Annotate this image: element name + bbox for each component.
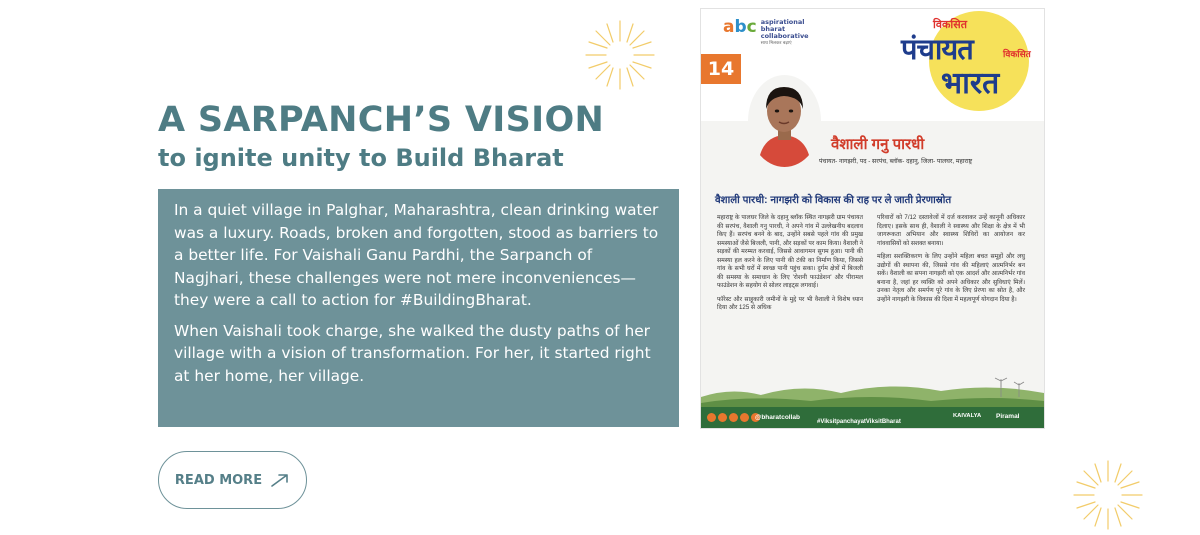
- poster-column-left: [717, 214, 863, 318]
- poster-left-paragraph-1: महाराष्ट्र के पालघर जिले के दहानु ब्लॉक स्थित नागझरी ग्राम पंचायत की सरपंच, वैशाली गनु पारधी, ने अपने गांव में उल्लेखनीय बदलाव किए हैं। सरपंच बनने के बाद, उन्होंने सबसे पहले गांव की प्रमुख समस्याओं जैसे बिजली, पानी, और सड़कों पर काम किया। वैशाली ने सड़कों की मरम्मत करवाई, जिससे आवागमन सुगम हुआ। पानी की समस्या हल करने के लिए पानी की टंकी का निर्माण किया, जिससे गांव के सभी घरों में स्वच्छ पानी पहुंच सका। दुर्गम क्षेत्रों में बिजली की समस्या के समाधान के लिए 'रोशनी फाउंडेशन' और पीरामल फाउंडेशन के सहयोग से सोलर लाइट्स लगवाई।: [717, 214, 863, 289]
- poster-right-paragraph-1: परिवारों को 7/12 दस्तावेजों में दर्ज करवाकर उन्हें कानूनी अधिकार दिलाए। इसके साथ ही, वैशाली ने स्वास्थ्य और शिक्षा के क्षेत्र में भी जागरूकता अभियान और स्वास्थ्य शिविरों का आयोजन कर गांववासियों को सशक्त बनाया।: [877, 214, 1025, 247]
- poster-left-paragraph-2: फॉरेस्ट और साहूकारी जमीनों के मुद्दे पर भी वैशाली ने विशेष ध्यान दिया और 125 से अधिक: [717, 295, 863, 311]
- sparkle-burst-bottom-icon: [1068, 455, 1148, 535]
- village-landscape-icon: [701, 377, 1044, 409]
- facebook-icon: [707, 413, 716, 422]
- campaign-viksit-top: विकसित: [933, 19, 967, 31]
- poster-headline: वैशाली पारधी: नागझरी को विकास की राह पर ले जाती प्रेरणास्रोत: [715, 195, 952, 206]
- campaign-viksit-side: विकसित: [1003, 49, 1031, 59]
- read-more-label: READ MORE: [174, 472, 263, 488]
- read-more-button[interactable]: [158, 451, 307, 509]
- section-title: A SARPANCH’S VISION: [158, 100, 605, 140]
- campaign-hashtag: #ViksitpanchayatViksitBharat: [817, 419, 901, 425]
- poster-column-right: [877, 214, 1025, 309]
- story-paragraph-1: In a quiet village in Palghar, Maharashtra, clean drinking water was a luxury. Roads, broken and forgotten, stood as barriers to a better life. For Vaishali Ganu Pardhi, the Sarpanch of Nagjhari, these challenges were not mere inconveniences—they were a call to action for #BuildingBharat.: [174, 201, 659, 309]
- poster-right-paragraph-2: महिला सशक्तिकरण के लिए उन्होंने महिला बचत समूहों और लघु उद्योगों की स्थापना की, जिससे गांव की महिलाएं आत्मनिर्भर बन सकें। वैशाली का सपना नागझरी को एक आदर्श और आत्मनिर्भर गांव बनाना है, जहां हर व्यक्ति को अपने अधिकार और सुविधाएं मिलें। उनका नेतृत्व और समर्पण पूरे गांव के लिए प्रेरणा का स्रोत है, और उन्होंने नागझरी के विकास की दिशा में महत्वपूर्ण योगदान दिया है।: [877, 253, 1025, 303]
- instagram-icon: [718, 413, 727, 422]
- campaign-bharat: भारत: [941, 67, 1000, 100]
- social-handle: @bharatcollab: [755, 414, 800, 421]
- campaign-panchayat: पंचायत: [901, 34, 973, 66]
- story-paragraph-2: When Vaishali took charge, she walked the dusty paths of her village with a vision of transformation. For her, it started right at her home, her village.: [174, 321, 651, 385]
- featured-poster-card: [701, 9, 1044, 428]
- abc-logo-text: aspirational bharat collaborative साथ मिलकर बढ़ाएं: [760, 18, 809, 46]
- sarpanch-name: वैशाली गनु पारधी: [831, 136, 925, 153]
- partner-logo-kaivalya: KAIVALYA: [953, 413, 982, 419]
- abc-logo: [723, 19, 809, 47]
- social-icons: [707, 413, 760, 422]
- partner-logo-piramal: Piramal: [996, 413, 1020, 420]
- story-text-box: [158, 189, 679, 427]
- poster-number-badge: 14: [701, 54, 741, 84]
- abc-logo-mark: abc: [723, 17, 757, 37]
- sarpanch-details: पंचायत- नागझरी, पद - सरपंच, ब्लॉक- दहानु, जिला- पालघर, महाराष्ट्र: [819, 158, 973, 165]
- twitter-icon: [740, 413, 749, 422]
- section-subtitle: to ignite unity to Build Bharat: [158, 144, 564, 172]
- sparkle-burst-top-icon: [580, 15, 660, 95]
- youtube-icon: [729, 413, 738, 422]
- arrow-up-right-icon: [270, 472, 290, 488]
- sarpanch-photo: [748, 75, 821, 167]
